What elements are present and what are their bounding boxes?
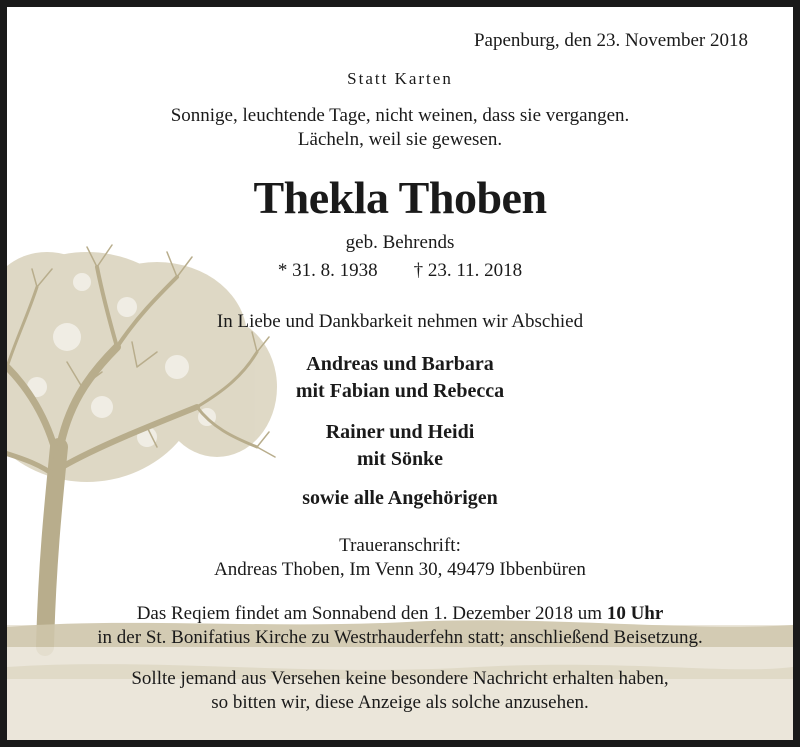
statt-karten: Statt Karten [347,69,453,88]
mourner-group-3: sowie alle Angehörigen [302,487,498,509]
mourner-group-2-line-1: Rainer und Heidi [325,421,475,443]
death-date: † 23. 11. 2018 [413,260,523,281]
deceased-name: Thekla Thoben [253,172,547,223]
address-label: Traueranschrift: [339,535,461,556]
birth-name: geb. Behrends [345,232,455,253]
mourner-group-1-line-1: Andreas und Barbara [306,353,494,375]
service-line-1 [7,602,793,626]
life-dates [7,259,793,283]
place-date: Papenburg, den 23. November 2018 [473,30,748,51]
service-line-2: in der St. Bonifatius Kirche zu Westrhauderfehn statt; anschließend Beisetzung. [97,627,703,648]
service-time: 10 Uhr [606,603,664,624]
note-line-1: Sollte jemand aus Versehen keine besondere Nachricht erhalten haben, [131,668,669,689]
birth-date: * 31. 8. 1938 [277,260,378,281]
note-line-2: so bitten wir, diese Anzeige als solche anzusehen. [211,692,589,713]
farewell-text: In Liebe und Dankbarkeit nehmen wir Abschied [216,311,584,332]
mourner-group-1-line-2: mit Fabian und Rebecca [295,380,505,402]
quote-line-2: Lächeln, weil sie gewesen. [297,129,503,150]
service-text: Das Reqiem findet am Sonnabend den 1. Dezember 2018 um [136,603,607,624]
notice-content [7,7,793,740]
address-value: Andreas Thoben, Im Venn 30, 49479 Ibbenbüren [214,559,586,580]
mourner-group-2-line-2: mit Sönke [356,448,444,470]
quote-line-1: Sonnige, leuchtende Tage, nicht weinen, dass sie vergangen. [170,105,630,126]
